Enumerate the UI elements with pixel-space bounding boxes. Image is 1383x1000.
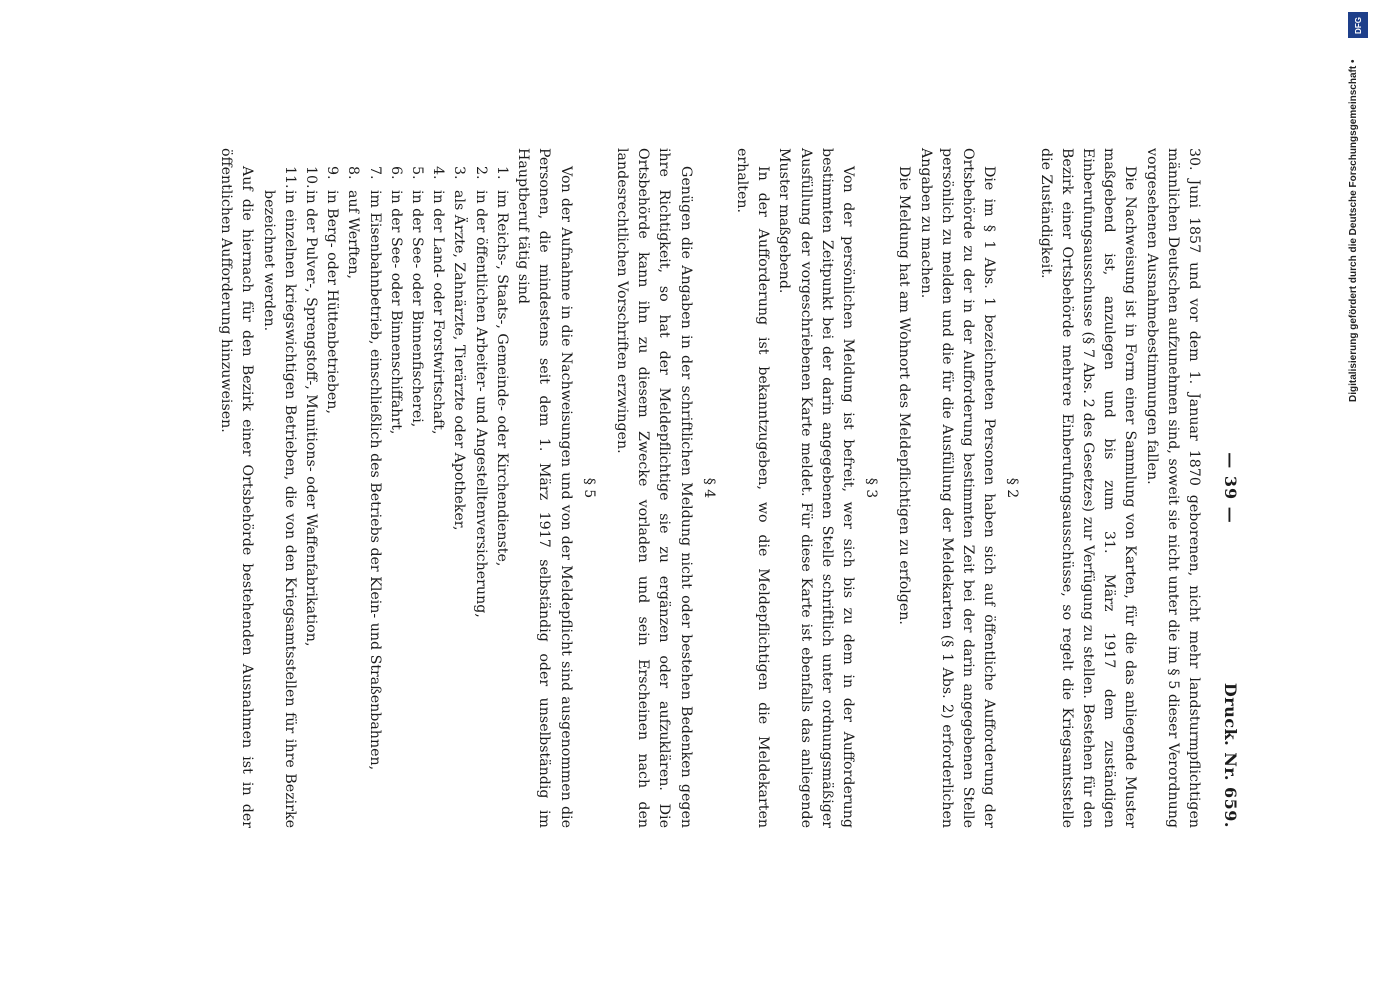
list-item: 2.in der öffentlichen Arbeiter- und Angestelltenversicherung, <box>472 166 489 618</box>
list-item: 3.als Ärzte, Zahnärzte, Tierärzte oder Apotheker, <box>451 166 468 531</box>
list-item: 1.im Reichs-, Staats-, Gemeinde- oder Kirchendienste, <box>493 166 510 567</box>
list-item: 6.in der See- oder Binnenschiffahrt, <box>387 166 404 435</box>
digitization-credit <box>1346 12 1370 402</box>
document-body <box>215 148 1204 828</box>
page-header <box>1216 148 1240 828</box>
section-paragraph: Die Meldung hat am Wohnort des Meldepflichtigen zu erfolgen. <box>896 166 913 625</box>
closing-paragraph: Auf die hiernach für den Bezirk einer Ortsbehörde bestehenden Ausnahmen ist in der öffentlichen Aufforderung hinzuweisen. <box>218 148 256 828</box>
print-reference: Druck. Nr. 659. <box>1221 682 1240 828</box>
section-paragraph: In der Aufforderung ist bekanntzugeben, wo die Meldepflichtigen die Meldekarten erhalten. <box>733 148 772 828</box>
exemption-list <box>257 148 511 828</box>
intro-paragraph: 30. Juni 1857 und vor dem 1. Januar 1870 geborenen, nicht mehr landsturmpflichtigen männlichen Deutschen aufzunehmen sind, soweit sie nicht unter die im § 5 dieser Verordnung vorgesehenen Ausnahmebestimmungen fallen. <box>1143 148 1202 828</box>
credit-text: Digitalisierung gefördert durch die Deutsche Forschungsgemeinschaft • <box>1348 59 1359 402</box>
list-item: 10.in der Pulver-, Sprengstoff-, Munitions- oder Waffenfabrikation, <box>303 166 320 647</box>
list-item: 8.auf Werften, <box>345 166 362 279</box>
list-item: 5.in der See- oder Binnenfischerei, <box>409 166 426 428</box>
dfg-logo-icon: DFG <box>1348 12 1368 38</box>
list-item: 7.im Eisenbahnbetrieb, einschließlich des Betriebs der Klein- und Straßenbahnen, <box>366 166 383 771</box>
rotated-page <box>140 148 1240 848</box>
intro-paragraph: Die Nachweisung ist in Form einer Sammlung von Karten, für die das anliegende Muster maßgebend ist, anzulegen und bis zum 31. März 1917 dem zuständigen Einberufungsausschusse (§ 7 Abs. 2 des Gesetzes) zur Verfügung zu stellen. Bestehen für den Bezirk einer Ortsbehörde mehrere Einberufungsausschüsse, so regelt die Kriegsamtsstelle die Zuständigkeit. <box>1037 148 1139 828</box>
section-heading: § 3 <box>863 477 880 499</box>
section-heading: § 2 <box>1004 477 1021 499</box>
section-heading: § 5 <box>580 477 597 499</box>
list-item: 9.in Berg- oder Hüttenbetrieben, <box>324 166 341 414</box>
list-item: 4.in der Land- oder Forstwirtschaft, <box>430 166 447 435</box>
document-page <box>140 148 1240 848</box>
list-item: 11.in einzelnen kriegswichtigen Betrieben, die von den Kriegsamtsstellen für ihre Bezirke bezeichnet werden. <box>260 166 298 828</box>
section-paragraph: Von der Aufnahme in die Nachweisungen und von der Meldepflicht sind ausgenommen die Personen, die mindestens seit dem 1. März 1917 selbständig oder unselbständig im Hauptberuf tätig sind <box>515 148 574 828</box>
section-paragraph: Genügen die Angaben in der schriftlichen Meldung nicht oder bestehen Bedenken gegen ihre Richtigkeit, so hat der Meldepflichtige sie zu ergänzen oder aufzuklären. Die Ortsbehörde kann ihn zu diesem Zwecke vorladen und sein Erscheinen nach den landesrechtlichen Vorschriften erzwingen. <box>613 148 694 828</box>
section-paragraph: Von der persönlichen Meldung ist befreit, wer sich bis zu dem in der Aufforderung bestimmten Zeitpunkt bei der darin angegebenen Stelle schriftlich unter ordnungsmäßiger Ausfüllung der vorgeschriebenen Karte meldet. Für diese Karte ist ebenfalls das anliegende Muster maßgebend. <box>776 148 856 828</box>
page-number: — 39 — <box>1221 452 1240 524</box>
section-paragraph: Die im § 1 Abs. 1 bezeichneten Personen haben sich auf öffentliche Aufforderung der Ortsbehörde zu der in der Aufforderung bestimmten Zeit bei der darin angegebenen Stelle persönlich zu melden und die für die Ausfüllung der Meldekarten (§ 1 Abs. 2) erforderlichen Angaben zu machen. <box>917 148 998 828</box>
section-heading: § 4 <box>700 477 717 499</box>
